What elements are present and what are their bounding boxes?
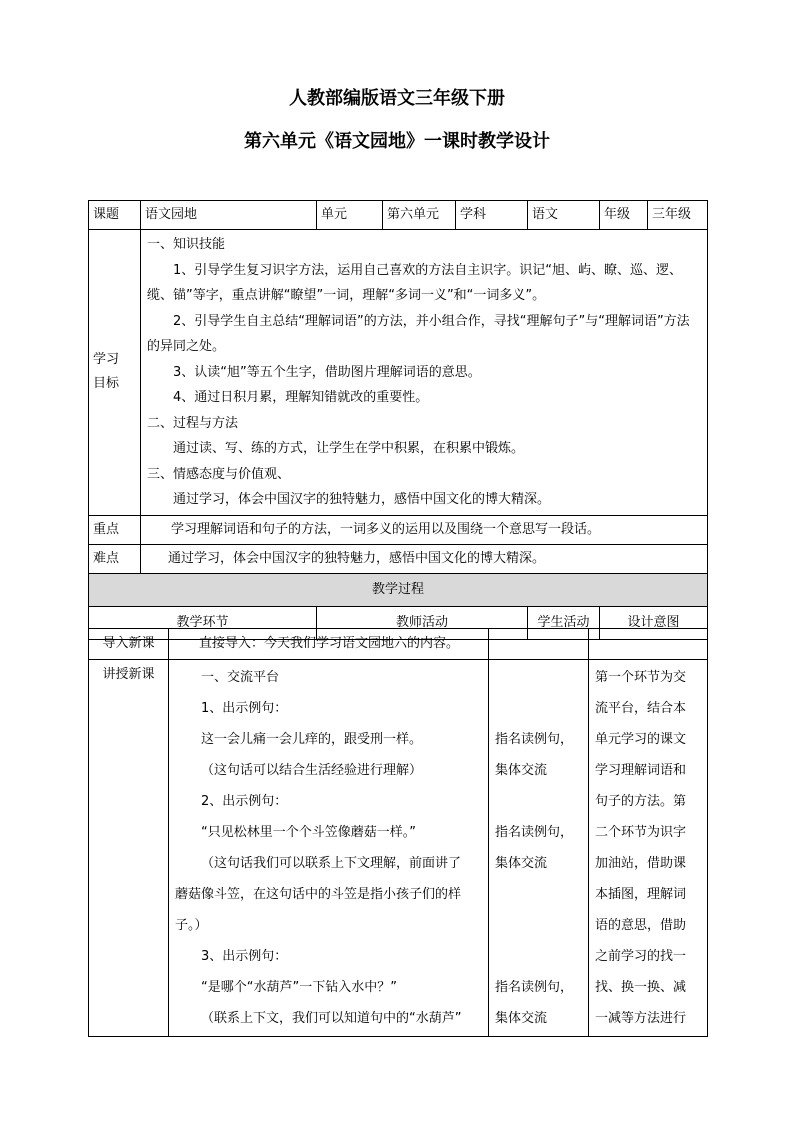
- intro-student: [489, 629, 589, 660]
- header-teacher: 教师活动: [317, 606, 528, 639]
- intro-intent: [589, 629, 708, 660]
- goal-line: 1、引导学生复习识字方法，运用自己喜欢的方法自主识字。识记“旭、屿、瞭、巡、逻、缆、锚”等字，重点讲解“瞭望”一词，理解“多词一义”和“一词多义”。: [147, 262, 683, 303]
- key-point-label: 重点: [89, 515, 141, 544]
- student-line: 集体交流: [495, 763, 548, 778]
- process-title-row: [89, 573, 708, 606]
- intro-stage: 导入新课: [89, 629, 169, 660]
- intent-line: 本插图，理解词: [595, 887, 687, 902]
- student-line: 集体交流: [495, 856, 548, 871]
- grade-label: 年级: [600, 201, 648, 230]
- header-stage: 教学环节: [89, 606, 317, 639]
- student-line: 指名读例句，: [495, 825, 574, 840]
- intent-line: 句子的方法。第: [595, 794, 687, 809]
- intent-line: 二个环节为识字: [595, 825, 687, 840]
- process-title: 教学过程: [89, 573, 708, 606]
- difficulty-row: [89, 544, 708, 573]
- goal-line: 一、知识技能: [147, 237, 226, 252]
- teacher-line: 3、出示例句：: [201, 949, 288, 964]
- teacher-line: 子。）: [175, 918, 208, 933]
- student-line: [495, 910, 582, 941]
- student-line: [495, 879, 582, 910]
- intent-line: 流平台，结合本: [595, 701, 687, 716]
- process-table: [88, 628, 708, 1037]
- subject-value: 语文: [528, 201, 600, 230]
- student-line: 指名读例句，: [495, 732, 574, 747]
- intent-line: 加油站，借助课: [595, 856, 687, 871]
- student-line: [495, 693, 582, 724]
- lesson-stage: 讲授新课: [89, 660, 169, 1037]
- intent-line: 单元学习的课文: [595, 732, 687, 747]
- intent-line: 第一个环节为交: [595, 670, 687, 685]
- intent-line: 语的意思，借助: [595, 918, 687, 933]
- teacher-line: 这一会儿痛一会儿痒的，跟受刑一样。: [201, 732, 423, 747]
- goals-label-line1: 学习: [93, 352, 120, 368]
- intent-line: 一减等方法进行: [595, 1011, 687, 1026]
- intent-line: 之前学习的找一: [595, 949, 687, 964]
- info-row: [89, 201, 708, 230]
- goals-row: [89, 230, 708, 516]
- course-value: 语文园地: [141, 201, 317, 230]
- goals-label: [89, 230, 141, 516]
- lesson-student: [489, 660, 589, 1037]
- goal-line: 4、通过日积月累，理解知错就改的重要性。: [173, 390, 429, 405]
- goals-label-line2: 目标: [93, 376, 120, 392]
- course-label: 课题: [89, 201, 141, 230]
- teacher-line: “只见松林里一个个斗笠像蘑菇一样。”: [201, 825, 416, 840]
- document-subtitle: 第六单元《语文园地》一课时教学设计: [244, 131, 550, 152]
- goal-line: 二、过程与方法: [147, 415, 239, 431]
- student-line: [495, 941, 582, 972]
- teacher-line: （这句话可以结合生活经验进行理解）: [201, 763, 423, 778]
- goal-line: 2、引导学生自主总结“理解词语”的方法，并小组合作，寻找“理解句子”与“理解词语”方法的异同之处。: [147, 313, 690, 354]
- intent-line: 学习理解词语和: [595, 763, 687, 778]
- intro-teacher: 直接导入：今天我们学习语文园地六的内容。: [169, 629, 489, 660]
- goal-line: 三、情感态度与价值观、: [147, 466, 291, 482]
- teacher-line: 一、交流平台: [201, 670, 280, 685]
- lesson-row: [89, 660, 708, 1037]
- unit-label: 单元: [317, 201, 383, 230]
- teacher-line: （这句话我们可以联系上下文理解，前面讲了: [201, 856, 462, 871]
- unit-value: 第六单元: [383, 201, 456, 230]
- lesson-intent: [589, 660, 708, 1037]
- lesson-plan-table: [88, 200, 708, 640]
- goal-line: 3、认读“旭”等五个生字，借助图片理解词语的意思。: [173, 364, 481, 380]
- goal-line: 通过读、写、练的方式，让学生在学中积累，在积累中锻炼。: [173, 441, 525, 456]
- student-line: [495, 786, 582, 817]
- student-line: 集体交流: [495, 1011, 548, 1026]
- teacher-line: “是哪个“水葫芦”一下钻入水中？”: [201, 980, 397, 995]
- intro-row: [89, 629, 708, 660]
- teacher-line: 2、出示例句：: [201, 794, 288, 809]
- student-line: [495, 662, 582, 693]
- teacher-line: 蘑菇像斗笠，在这句话中的斗笠是指小孩子们的样: [175, 887, 462, 902]
- student-line: 指名读例句，: [495, 980, 574, 995]
- teacher-line: （联系上下文，我们可以知道句中的“水葫芦”: [201, 1011, 462, 1026]
- goal-line: 通过学习，体会中国汉字的独特魅力，感悟中国文化的博大精深。: [173, 492, 551, 507]
- intent-line: 找、换一换、减: [595, 980, 687, 995]
- header-student: 学生活动: [528, 606, 600, 639]
- teacher-line: 1、出示例句：: [201, 701, 288, 716]
- key-point-row: [89, 515, 708, 544]
- header-intent: 设计意图: [600, 606, 708, 639]
- grade-value: 三年级: [648, 201, 708, 230]
- difficulty-value: 通过学习，体会中国汉字的独特魅力，感悟中国文化的博大精深。: [141, 544, 708, 573]
- document-title: 人教部编版语文三年级下册: [289, 88, 505, 109]
- subject-label: 学科: [456, 201, 528, 230]
- key-point-value: 学习理解词语和句子的方法，一词多义的运用以及围绕一个意思写一段话。: [141, 515, 708, 544]
- goals-content: [141, 230, 708, 516]
- difficulty-label: 难点: [89, 544, 141, 573]
- lesson-teacher: [169, 660, 489, 1037]
